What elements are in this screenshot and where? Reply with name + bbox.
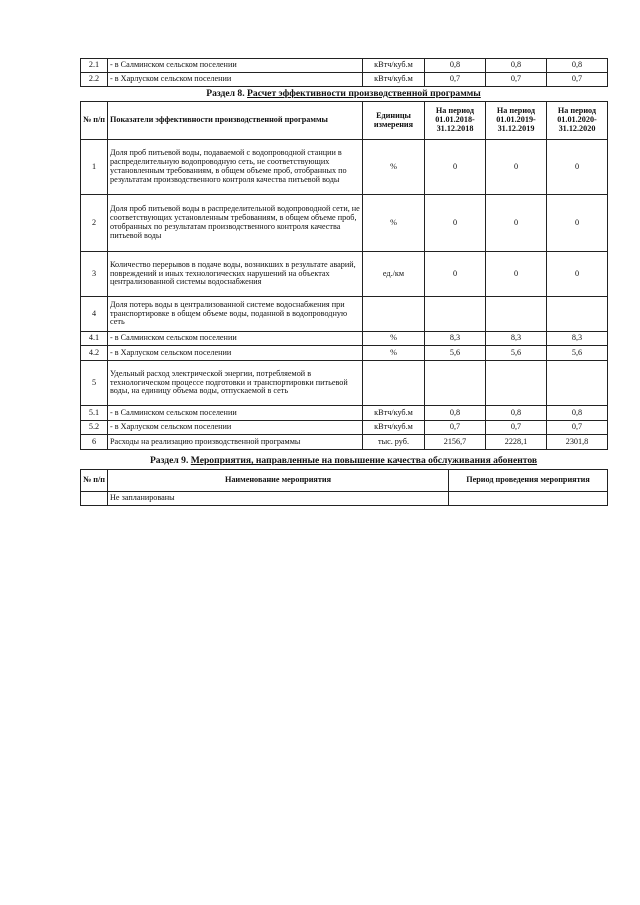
row-name: Доля проб питьевой воды в распределительной водопроводной сети, не соответствующих установленным требованиям, в общем объеме проб, отобранных по результатам производственного контроля качества питьевой воды [108,195,363,252]
row-unit: % [363,346,425,361]
value-2019 [486,297,547,332]
value-2020: 0,8 [547,406,608,421]
header-measure-name: Наименование мероприятия [108,470,449,492]
table-row [81,435,608,450]
value-2018: 2156,7 [425,435,486,450]
value-2020 [547,361,608,406]
value-2018: 8,3 [425,332,486,346]
row-name: Количество перерывов в подаче воды, возникших в результате аварий, повреждений и иных технологических нарушений на объектах централизованной системы водоснабжения [108,252,363,297]
row-number: 6 [81,435,108,450]
row-number: 3 [81,252,108,297]
header-period-2019: На период 01.01.2019-31.12.2019 [486,102,547,140]
value-2018 [425,361,486,406]
header-unit: Единицы измерения [363,102,425,140]
value-2018: 0 [425,140,486,195]
value-2020: 0 [547,140,608,195]
value-2019: 5,6 [486,346,547,361]
row-name: - в Салминском сельском поселении [108,59,363,73]
value-2019 [486,361,547,406]
value-2020 [547,297,608,332]
row-name: Не запланированы [108,492,449,506]
table-header-row [81,102,608,140]
header-indicator: Показатели эффективности производственной программы [108,102,363,140]
row-number: 4.2 [81,346,108,361]
row-number: 2.2 [81,73,108,87]
row-number: 4.1 [81,332,108,346]
row-unit: ед./км [363,252,425,297]
row-name: Доля проб питьевой воды, подаваемой с водопроводной станции в распределительную водопроводную сеть, не соответствующих установленным требованиям, в общем объеме проб, отобранных по результатам производственного контроля качества питьевой воды [108,140,363,195]
table-row [81,332,608,346]
table-row [81,195,608,252]
header-period-2018: На период 01.01.2018-31.12.2018 [425,102,486,140]
measures-table [80,469,608,506]
table-row [81,421,608,435]
row-name: Расходы на реализацию производственной программы [108,435,363,450]
value-2020: 0,7 [547,421,608,435]
row-unit: кВтч/куб.м [363,406,425,421]
row-name: Удельный расход электрической энергии, потребляемой в технологическом процессе подготовки и транспортировки питьевой воды, на единицу объема воды, отпускаемой в сеть [108,361,363,406]
table-row [81,346,608,361]
value-2019: 8,3 [486,332,547,346]
row-name: - в Салминском сельском поселении [108,406,363,421]
header-number: № п/п [81,102,108,140]
row-number: 2.1 [81,59,108,73]
row-unit [363,297,425,332]
row-number: 4 [81,297,108,332]
row-number: 2 [81,195,108,252]
value-2018 [425,297,486,332]
value-2020: 0 [547,195,608,252]
continuation-table [80,58,608,87]
value-2018: 5,6 [425,346,486,361]
row-name: - в Харлуском сельском поселении [108,73,363,87]
row-number [81,492,108,506]
row-number: 1 [81,140,108,195]
row-unit: тыс. руб. [363,435,425,450]
value-2019: 0 [486,252,547,297]
row-unit: кВтч/куб.м [363,73,425,87]
table-row [81,140,608,195]
row-name: Доля потерь воды в централизованной системе водоснабжения при транспортировке в общем объеме воды, поданной в водопроводную сеть [108,297,363,332]
header-period-2020: На период 01.01.2020-31.12.2020 [547,102,608,140]
header-number: № п/п [81,470,108,492]
value-2019: 0,7 [486,421,547,435]
value-2018: 0,8 [425,59,486,73]
section-9-title: Мероприятия, направленные на повышение качества обслуживания абонентов [190,455,538,466]
value-2020: 2301,8 [547,435,608,450]
value-2019: 0 [486,140,547,195]
row-number: 5.2 [81,421,108,435]
table-header-row [81,470,608,492]
section-9-number: Раздел 9. [149,455,189,466]
table-row [81,252,608,297]
value-2019: 0,8 [486,406,547,421]
row-number: 5.1 [81,406,108,421]
header-period: Период проведения мероприятия [449,470,608,492]
row-unit: кВтч/куб.м [363,421,425,435]
table-row [81,73,608,87]
section-8-heading [80,88,607,99]
value-2018: 0,7 [425,421,486,435]
table-row [81,297,608,332]
row-name: - в Салминском сельском поселении [108,332,363,346]
value-2020: 0,8 [547,59,608,73]
value-2019: 0 [486,195,547,252]
row-unit: кВтч/куб.м [363,59,425,73]
value-2020: 0 [547,252,608,297]
section-8-number: Раздел 8. [206,88,245,99]
table-row [81,59,608,73]
value-2018: 0,7 [425,73,486,87]
row-unit [363,361,425,406]
value-2020: 0,7 [547,73,608,87]
value-2018: 0 [425,195,486,252]
efficiency-table [80,101,608,450]
value-2019: 0,7 [486,73,547,87]
row-period [449,492,608,506]
section-8-title: Расчет эффективности производственной программы [247,88,481,99]
value-2019: 2228,1 [486,435,547,450]
row-unit: % [363,332,425,346]
value-2018: 0 [425,252,486,297]
row-name: - в Харлуском сельском поселении [108,421,363,435]
row-name: - в Харлуском сельском поселении [108,346,363,361]
value-2020: 8,3 [547,332,608,346]
value-2018: 0,8 [425,406,486,421]
table-row [81,406,608,421]
section-9-heading [80,455,607,466]
value-2019: 0,8 [486,59,547,73]
value-2020: 5,6 [547,346,608,361]
row-unit: % [363,195,425,252]
table-row [81,492,608,506]
row-number: 5 [81,361,108,406]
table-row [81,361,608,406]
row-unit: % [363,140,425,195]
